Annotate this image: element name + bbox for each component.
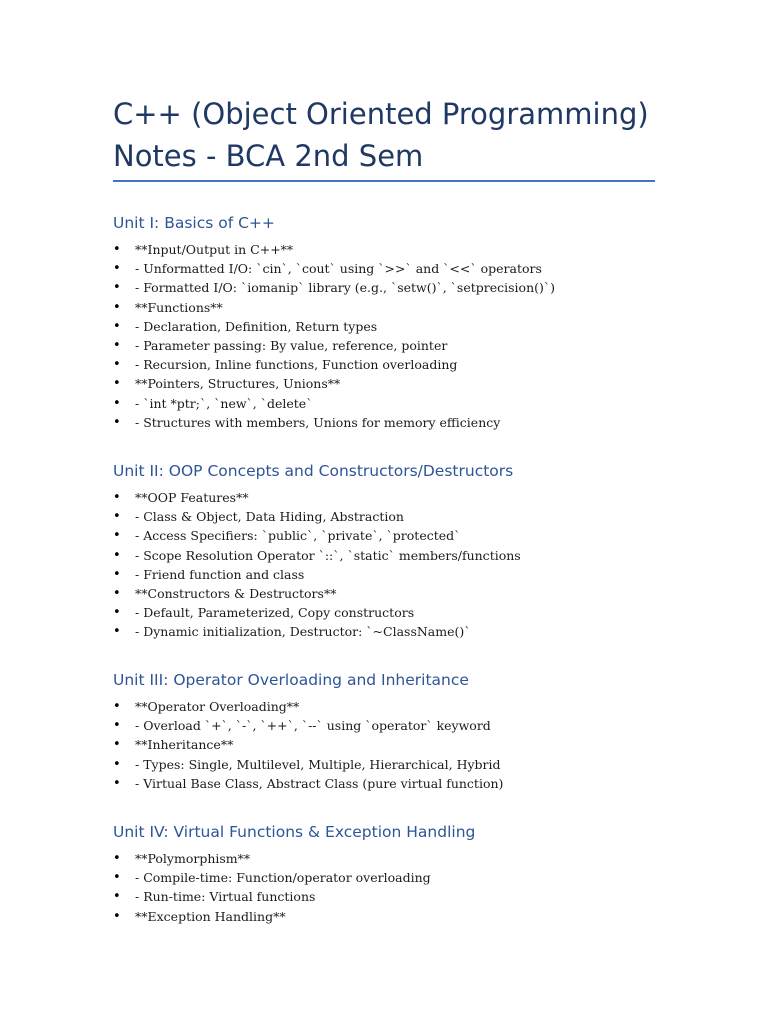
list-item-text: **Pointers, Structures, Unions** — [135, 376, 341, 392]
list-item-text: - Virtual Base Class, Abstract Class (pure virtual function) — [135, 775, 504, 791]
bullet-icon: • — [113, 605, 121, 621]
list-item-text: - Friend function and class — [135, 566, 305, 582]
bullet-icon: • — [113, 586, 121, 602]
bullet-icon: • — [113, 889, 121, 905]
list-item-text: **Functions** — [135, 299, 223, 315]
section-heading: Unit III: Operator Overloading and Inheritance — [113, 671, 469, 689]
bullet-icon: • — [113, 851, 121, 866]
list-item — [113, 584, 673, 603]
list-item-text: **OOP Features** — [135, 490, 249, 505]
list-item-text: **Operator Overloading** — [135, 699, 300, 714]
list-item — [113, 298, 673, 317]
section-unit-1 — [113, 213, 673, 432]
bullet-icon: • — [113, 624, 121, 640]
list-item — [113, 774, 673, 793]
bullet-list — [113, 849, 673, 926]
list-item — [113, 394, 673, 413]
list-item-text: - Declaration, Definition, Return types — [135, 318, 378, 334]
list-item — [113, 907, 673, 926]
bullet-icon: • — [113, 318, 121, 334]
list-item-text: - Run-time: Virtual functions — [135, 889, 316, 905]
list-item-text: **Exception Handling** — [135, 908, 286, 924]
section-unit-3 — [113, 670, 673, 793]
bullet-icon: • — [113, 395, 121, 411]
bullet-icon: • — [113, 870, 121, 886]
list-item-text: - Class & Object, Data Hiding, Abstraction — [135, 509, 404, 525]
list-item — [113, 735, 673, 754]
section-unit-4 — [113, 822, 673, 926]
list-item — [113, 355, 673, 374]
bullet-icon: • — [113, 737, 121, 753]
bullet-icon: • — [113, 699, 121, 714]
list-item — [113, 697, 673, 716]
list-item — [113, 317, 673, 336]
bullet-icon: • — [113, 376, 121, 392]
list-item-text: **Constructors & Destructors** — [135, 586, 337, 602]
list-item — [113, 278, 673, 297]
bullet-icon: • — [113, 299, 121, 315]
list-item — [113, 849, 673, 868]
bullet-icon: • — [113, 357, 121, 373]
section-heading: Unit II: OOP Concepts and Constructors/Destructors — [113, 462, 514, 480]
list-item-text: - Types: Single, Multilevel, Multiple, Hierarchical, Hybrid — [135, 756, 501, 772]
bullet-list — [113, 488, 673, 642]
list-item — [113, 413, 673, 432]
list-item — [113, 887, 673, 906]
bullet-icon: • — [113, 414, 121, 430]
list-item — [113, 526, 673, 545]
list-item — [113, 259, 673, 278]
bullet-icon: • — [113, 509, 121, 525]
list-item-text: - Default, Parameterized, Copy constructors — [135, 605, 415, 621]
list-item-text: **Polymorphism** — [135, 851, 251, 866]
list-item-text: **Inheritance** — [135, 737, 234, 753]
list-item-text: - Recursion, Inline functions, Function overloading — [135, 357, 458, 373]
bullet-icon: • — [113, 528, 121, 544]
title-divider — [113, 180, 655, 182]
bullet-icon: • — [113, 261, 121, 277]
bullet-icon: • — [113, 338, 121, 354]
list-item — [113, 755, 673, 774]
bullet-list — [113, 240, 673, 432]
bullet-icon: • — [113, 242, 121, 257]
list-item — [113, 507, 673, 526]
bullet-icon: • — [113, 280, 121, 296]
bullet-list — [113, 697, 673, 793]
section-unit-2 — [113, 461, 673, 642]
list-item-text: - Parameter passing: By value, reference, pointer — [135, 338, 448, 354]
list-item-text: - Formatted I/O: `iomanip` library (e.g., `setw()`, `setprecision()`) — [135, 280, 556, 296]
list-item-text: - Scope Resolution Operator `::`, `static` members/functions — [135, 547, 521, 563]
list-item — [113, 336, 673, 355]
list-item-text: - Unformatted I/O: `cin`, `cout` using `>>` and `<<` operators — [135, 261, 542, 277]
bullet-icon: • — [113, 490, 121, 505]
list-item — [113, 622, 673, 641]
list-item-text: **Input/Output in C++** — [135, 242, 294, 257]
page-title: C++ (Object Oriented Programming) Notes - BCA 2nd Sem — [113, 97, 649, 173]
list-item-text: - Structures with members, Unions for memory efficiency — [135, 414, 501, 430]
list-item — [113, 546, 673, 565]
list-item-text: - Access Specifiers: `public`, `private`, `protected` — [135, 528, 461, 544]
bullet-icon: • — [113, 547, 121, 563]
list-item-text: - Overload `+`, `-`, `++`, `--` using `operator` keyword — [135, 718, 491, 734]
list-item — [113, 240, 673, 259]
bullet-icon: • — [113, 756, 121, 772]
bullet-icon: • — [113, 718, 121, 734]
section-heading: Unit I: Basics of C++ — [113, 214, 275, 232]
list-item-text: - Compile-time: Function/operator overloading — [135, 870, 431, 886]
list-item-text: - `int *ptr;`, `new`, `delete` — [135, 395, 313, 411]
list-item — [113, 488, 673, 507]
list-item — [113, 716, 673, 735]
bullet-icon: • — [113, 908, 121, 924]
bullet-icon: • — [113, 566, 121, 582]
section-heading: Unit IV: Virtual Functions & Exception Handling — [113, 823, 476, 841]
list-item — [113, 374, 673, 393]
list-item-text: - Dynamic initialization, Destructor: `~ClassName()` — [135, 624, 471, 640]
list-item — [113, 603, 673, 622]
list-item — [113, 565, 673, 584]
bullet-icon: • — [113, 775, 121, 791]
list-item — [113, 868, 673, 887]
